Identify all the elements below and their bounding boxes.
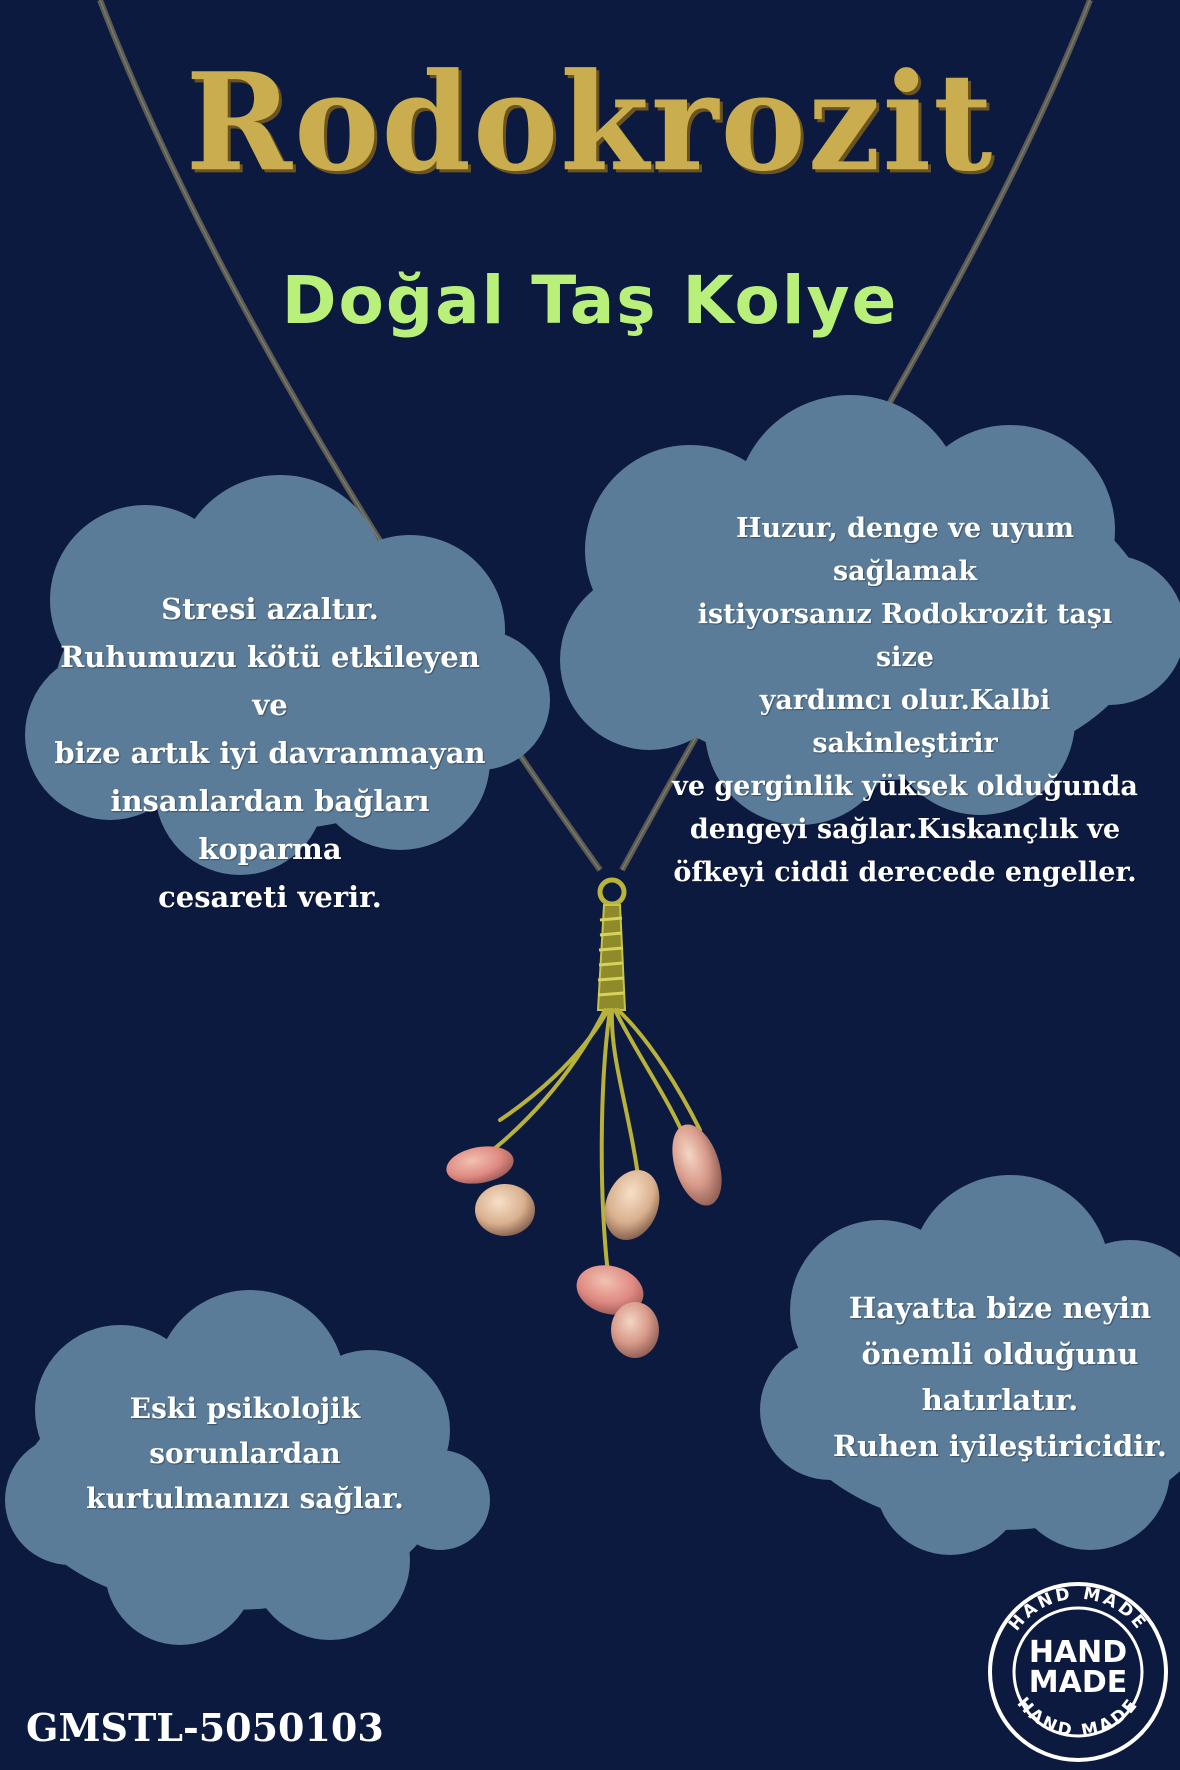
product-code: GMSTL-5050103 bbox=[26, 1705, 384, 1750]
badge-center-line2: MADE bbox=[1028, 1665, 1128, 1700]
page-subtitle: Doğal Taş Kolye bbox=[281, 262, 899, 339]
cloud-text-right-bottom bbox=[830, 1285, 1170, 1469]
cloud-line: Stresi azaltır. bbox=[161, 592, 379, 626]
badge-ring-bottom: HAND MADE bbox=[1012, 1693, 1144, 1742]
cloud-line: Eski psikolojik bbox=[129, 1392, 361, 1425]
cloud-line: Ruhumuzu kötü etkileyen ve bbox=[60, 640, 480, 722]
cloud-line: insanlardan bağları koparma bbox=[110, 784, 430, 866]
cloud-line: Ruhen iyileştiricidir. bbox=[833, 1429, 1167, 1463]
cloud-line: yardımcı olur.Kalbi sakinleştirir bbox=[759, 685, 1051, 759]
cloud-text-left-top bbox=[40, 585, 500, 921]
cloud-line: kurtulmanızı sağlar. bbox=[86, 1482, 404, 1515]
cloud-line: sorunlardan bbox=[149, 1437, 341, 1470]
badge-center-line1: HAND bbox=[1028, 1635, 1128, 1670]
pendant-stones bbox=[443, 1118, 731, 1358]
svg-text:HAND MADE bbox=[1013, 1694, 1144, 1742]
cloud-line: öfkeyi ciddi derecede engeller. bbox=[673, 857, 1137, 888]
hand-made-badge bbox=[990, 1584, 1166, 1760]
cloud-line: önemli olduğunu bbox=[861, 1337, 1139, 1371]
cloud-line: cesareti verir. bbox=[158, 880, 382, 914]
cloud-line: ve gerginlik yüksek olduğunda bbox=[672, 771, 1138, 802]
badge-ring-top: HAND MADE bbox=[1005, 1583, 1152, 1635]
cloud-line: istiyorsanız Rodokrozit taşı size bbox=[697, 599, 1113, 673]
cloud-line: hatırlatır. bbox=[921, 1383, 1079, 1417]
cloud-line: dengeyi sağlar.Kıskançlık ve bbox=[689, 814, 1121, 845]
cloud-text-right-top bbox=[665, 507, 1145, 894]
page-title: Rodokrozit bbox=[185, 44, 995, 202]
cloud-text-left-bottom bbox=[60, 1386, 430, 1521]
cloud-line: bize artık iyi davranmayan bbox=[54, 736, 486, 770]
cloud-line: Huzur, denge ve uyum sağlamak bbox=[735, 513, 1075, 587]
cloud-line: Hayatta bize neyin bbox=[848, 1291, 1152, 1325]
